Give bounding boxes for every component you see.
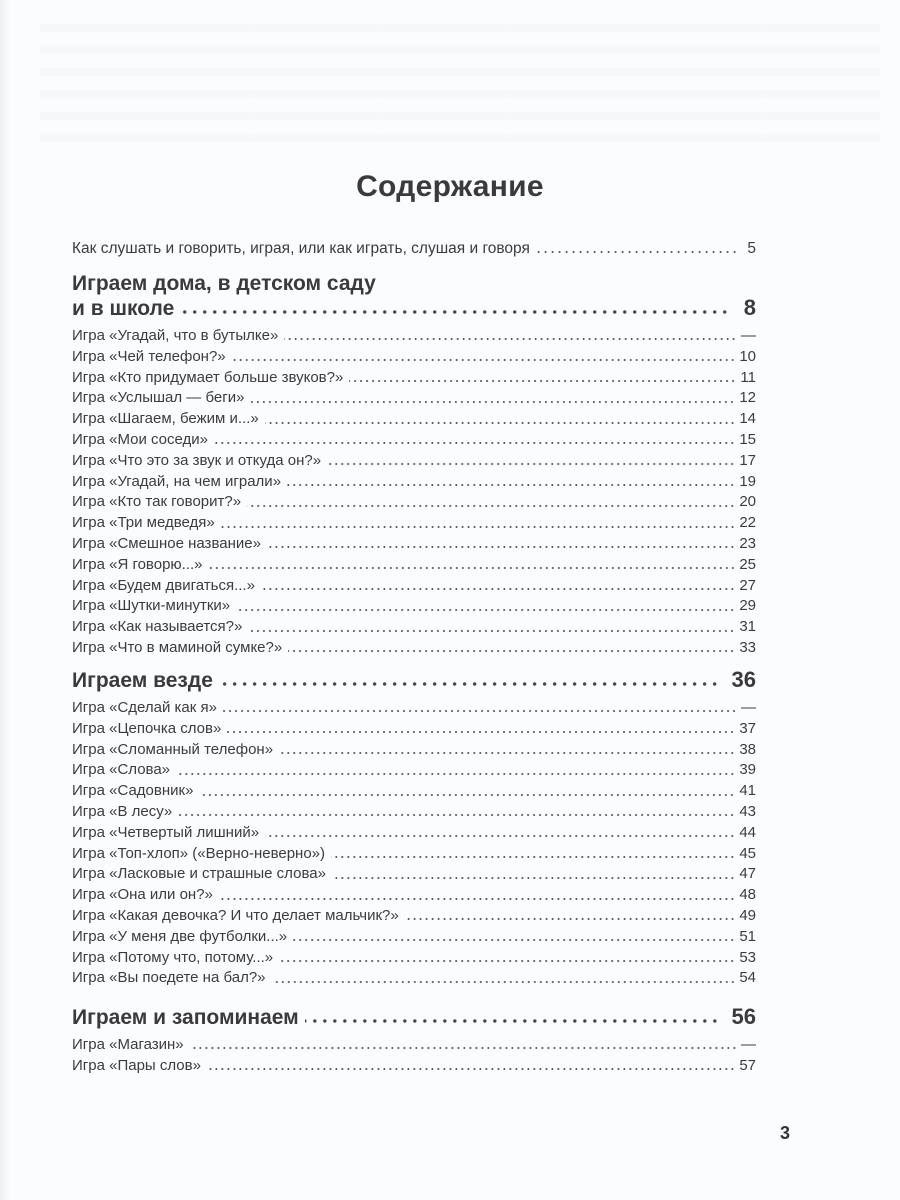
entry-label: Игра «Ласковые и страшные слова» <box>72 865 326 883</box>
dot-leader <box>261 587 735 591</box>
toc-entry[interactable] <box>72 864 756 885</box>
toc-entry[interactable] <box>72 638 756 659</box>
entry-page: 23 <box>739 534 756 552</box>
dot-leader <box>287 483 735 487</box>
entry-label: Игра «Угадай, что в бутылке» <box>72 327 279 344</box>
dot-leader <box>265 834 735 838</box>
dot-leader <box>405 917 736 921</box>
toc-intro <box>72 238 756 260</box>
dot-leader <box>176 772 735 776</box>
dot-leader <box>267 545 735 549</box>
entry-label: Игра «Угадай, на чем играли» <box>72 472 282 490</box>
dot-leader <box>332 876 735 880</box>
entry-page: 54 <box>739 969 756 987</box>
page-number: 3 <box>780 1123 791 1143</box>
entry-label: Игра «Услышал — беги» <box>72 389 245 407</box>
entry-page: — <box>741 1036 756 1053</box>
toc-entry[interactable] <box>72 968 756 989</box>
toc-entry[interactable] <box>72 513 756 534</box>
dot-leader <box>293 938 735 942</box>
entry-page: 43 <box>739 802 756 820</box>
entry-page: 47 <box>739 865 756 883</box>
entry-label: Игра «Что это за звук и откуда он?» <box>72 451 322 469</box>
section-title-line2: и в школе <box>72 297 175 320</box>
toc-entry[interactable] <box>72 740 756 761</box>
entry-page: 11 <box>740 368 756 386</box>
section-title-line1[interactable]: Играем дома, в детском саду <box>72 272 376 295</box>
toc-entry[interactable] <box>72 781 756 802</box>
show-through-text <box>40 10 880 150</box>
dot-leader <box>247 504 735 508</box>
dot-leader <box>536 250 738 254</box>
entry-label: Игра «Будем двигаться...» <box>72 576 255 594</box>
entry-page: 44 <box>739 823 756 841</box>
page-title: Содержание <box>356 170 544 203</box>
dot-leader <box>272 980 736 984</box>
toc-entry[interactable] <box>72 555 756 576</box>
entry-page: 20 <box>739 493 756 511</box>
entry-page: 48 <box>739 886 756 904</box>
toc-entry[interactable] <box>72 617 756 638</box>
dot-leader <box>207 1067 735 1071</box>
toc-entry[interactable] <box>72 430 756 451</box>
toc-entry[interactable] <box>72 802 756 823</box>
entry-label: Игра «Три медведя» <box>72 514 215 532</box>
section-heading[interactable] <box>72 1005 756 1029</box>
toc-entry[interactable] <box>72 844 756 865</box>
dot-leader <box>199 793 735 797</box>
dot-leader <box>279 959 735 963</box>
entry-page: — <box>741 699 756 716</box>
entry-page: 37 <box>739 719 756 737</box>
section-heading[interactable] <box>72 296 756 320</box>
dot-leader <box>232 358 736 362</box>
toc-entry[interactable] <box>72 451 756 472</box>
entry-page: 25 <box>739 555 756 573</box>
toc-entry[interactable] <box>72 534 756 555</box>
dot-leader <box>250 400 735 404</box>
entry-label: Игра «Четвертый лишний» <box>72 823 260 841</box>
dot-leader <box>265 421 736 425</box>
section-page: 8 <box>743 295 756 320</box>
toc-entry[interactable] <box>72 906 756 927</box>
entry-label: Игра «Какая девочка? И что делает мальчик?» <box>72 906 399 924</box>
entry-page: 39 <box>739 761 756 779</box>
section-page: 36 <box>731 667 756 692</box>
entry-label: Игра «Что в маминой сумке?» <box>72 638 283 656</box>
dot-leader <box>219 681 720 687</box>
entry-label: Игра «Сделай как я» <box>72 699 217 716</box>
dot-leader <box>284 337 737 341</box>
toc-entry[interactable] <box>72 472 756 493</box>
section-heading[interactable] <box>72 668 756 692</box>
entry-page: — <box>741 327 756 344</box>
entry-label: Игра «Чей телефон?» <box>72 347 226 365</box>
entry-page: 19 <box>739 472 756 490</box>
dot-leader <box>288 649 735 653</box>
dot-leader <box>178 813 735 817</box>
entry-page: 51 <box>739 927 756 945</box>
toc-entry[interactable] <box>72 347 756 368</box>
entry-label: Игра «Потому что, потому...» <box>72 948 274 966</box>
entry-page: 53 <box>739 948 756 966</box>
dot-leader <box>221 525 736 529</box>
entry-page: 5 <box>747 240 756 257</box>
entry-label: Игра «Она или он?» <box>72 886 213 904</box>
dot-leader <box>236 608 735 612</box>
toc-entry[interactable] <box>72 368 756 389</box>
entry-label: Игра «Шагаем, бежим и...» <box>72 410 259 428</box>
toc-entry[interactable] <box>72 719 756 740</box>
entry-label: Как слушать и говорить, играя, или как играть, слушая и говоря <box>72 240 530 257</box>
dot-leader <box>214 441 735 445</box>
entry-label: Игра «Садовник» <box>72 782 194 800</box>
entry-page: 15 <box>739 430 756 448</box>
entry-label: Игра «Мои соседи» <box>72 430 208 448</box>
dot-leader <box>279 751 735 755</box>
entry-page: 41 <box>739 782 756 800</box>
entry-page: 33 <box>739 638 756 656</box>
toc-entry[interactable] <box>72 1035 756 1056</box>
toc-entry[interactable] <box>72 927 756 948</box>
section-page: 56 <box>731 1004 756 1029</box>
entry-label: Игра «Сломанный телефон» <box>72 740 274 758</box>
toc-entry[interactable] <box>72 409 756 430</box>
entry-label: Игра «Смешное название» <box>72 534 261 552</box>
entry-page: 17 <box>739 451 756 469</box>
dot-leader <box>180 309 730 315</box>
entry-label: Игра «В лесу» <box>72 802 173 820</box>
toc-section-1 <box>72 272 756 659</box>
toc-section-2 <box>72 668 756 989</box>
dot-leader <box>305 1018 720 1024</box>
toc-entry[interactable] <box>72 492 756 513</box>
toc-entry[interactable] <box>72 388 756 409</box>
entry-page: 27 <box>739 576 756 594</box>
dot-leader <box>223 709 737 713</box>
toc-entry[interactable] <box>72 885 756 906</box>
entry-label: Игра «У меня две футболки...» <box>72 927 288 945</box>
dot-leader <box>227 730 735 734</box>
toc-entry[interactable] <box>72 576 756 597</box>
entry-label: Игра «Слова» <box>72 761 171 779</box>
toc-entry[interactable] <box>72 698 756 719</box>
toc-entry[interactable] <box>72 596 756 617</box>
toc-entry[interactable] <box>72 326 756 347</box>
entry-label: Игра «Магазин» <box>72 1036 184 1053</box>
entry-page: 31 <box>739 618 756 636</box>
toc-section-3 <box>72 1005 756 1077</box>
entry-page: 10 <box>739 347 756 365</box>
entry-label: Игра «Пары слов» <box>72 1056 201 1074</box>
dot-leader <box>209 566 736 570</box>
dot-leader <box>219 897 735 901</box>
entry-page: 12 <box>739 389 756 407</box>
entry-label: Игра «Кто придумает больше звуков?» <box>72 368 344 386</box>
dot-leader <box>248 629 735 633</box>
toc-entry[interactable] <box>72 823 756 844</box>
entry-label: Игра «Я говорю...» <box>72 555 203 573</box>
dot-leader <box>327 462 735 466</box>
section-title: Играем и запоминаем <box>72 1006 299 1029</box>
toc-entry[interactable] <box>72 760 756 781</box>
entry-page: 29 <box>739 597 756 615</box>
entry-label: Игра «Кто так говорит?» <box>72 493 242 511</box>
entry-page: 14 <box>739 410 756 428</box>
entry-label: Игра «Шутки-минутки» <box>72 597 231 615</box>
entry-label: Игра «Топ-хлоп» («Верно-неверно») <box>72 844 326 862</box>
entry-page: 57 <box>739 1056 756 1074</box>
entry-page: 22 <box>739 514 756 532</box>
entry-page: 38 <box>739 740 756 758</box>
toc-entry[interactable] <box>72 238 756 260</box>
entry-page: 45 <box>739 844 756 862</box>
toc-entry[interactable] <box>72 948 756 969</box>
entry-label: Игра «Вы поедете на бал?» <box>72 969 266 987</box>
section-title: Играем везде <box>72 669 213 692</box>
entry-label: Игра «Цепочка слов» <box>72 719 222 737</box>
dot-leader <box>331 855 735 859</box>
dot-leader <box>190 1046 737 1050</box>
toc-entry[interactable] <box>72 1056 756 1077</box>
dot-leader <box>349 379 736 383</box>
entry-label: Игра «Как называется?» <box>72 618 243 636</box>
entry-page: 49 <box>739 906 756 924</box>
